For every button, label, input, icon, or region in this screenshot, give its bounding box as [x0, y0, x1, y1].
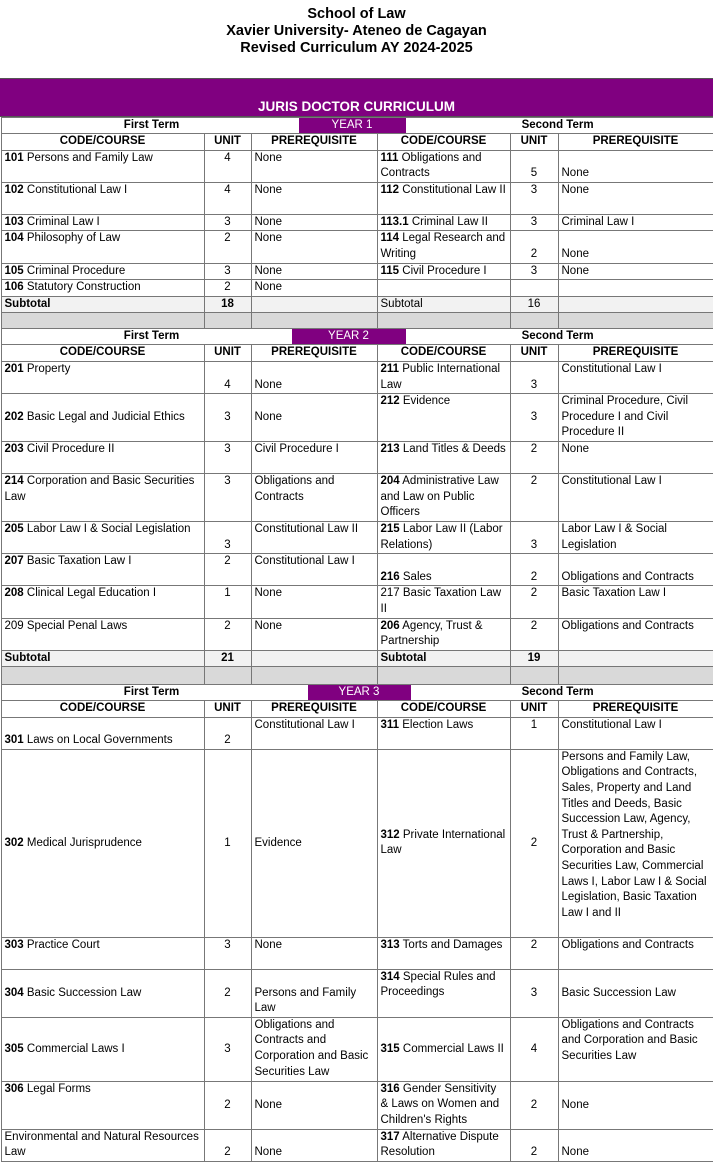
prereq-cell: None [251, 618, 377, 650]
unit-cell: 3 [510, 361, 558, 393]
prereq-cell: Constitutional Law I [251, 554, 377, 586]
unit-cell: 2 [204, 280, 251, 297]
course-name: Public International Law [380, 362, 501, 391]
table-row [1, 717, 713, 749]
table-row [1, 182, 713, 214]
course-name: Legal Research and Writing [380, 232, 506, 260]
course-code: 211 [380, 362, 400, 375]
unit-cell: 2 [204, 1081, 251, 1129]
course-name: Special Rules and Proceedings [380, 970, 496, 999]
prereq-cell: None [251, 182, 377, 214]
unit-cell: 1 [204, 749, 251, 937]
course-code: 304 [4, 986, 24, 999]
course-code: 213 [380, 443, 400, 456]
prereq-cell: Criminal Procedure, Civil Procedure I and Civil Procedure II [558, 394, 713, 442]
banner-title: JURIS DOCTOR CURRICULUM [257, 99, 455, 114]
course-name: Land Titles & Deeds [399, 443, 506, 456]
table-row [1, 214, 713, 231]
course-name: 209 Special Penal Laws [4, 619, 128, 632]
subtotal-label: Subtotal [1, 296, 204, 313]
unit-cell: 4 [204, 182, 251, 214]
prereq-cell: Criminal Law I [558, 214, 713, 231]
table-row [1, 522, 713, 554]
unit-cell: 1 [510, 717, 558, 749]
col-unit-header: UNIT [204, 134, 251, 151]
unit-cell: 3 [510, 969, 558, 1017]
course-name: Gender Sensitivity & Laws on Women and Children's Rights [380, 1082, 500, 1127]
unit-cell: 1 [204, 586, 251, 618]
prereq-cell: Labor Law I & Social Legislation [558, 522, 713, 554]
year2-label: YEAR 2 [292, 329, 406, 344]
year3-label: YEAR 3 [308, 685, 411, 700]
unit-cell: 2 [510, 586, 558, 618]
col-code-header: CODE/COURSE [1, 134, 204, 151]
spacer-row [1, 313, 713, 329]
unit-cell: 3 [204, 937, 251, 969]
course-name: Laws on Local Governments [23, 734, 173, 747]
course-name: Torts and Damages [399, 938, 503, 951]
course-name: Obligations and Contracts [380, 151, 482, 180]
unit-cell: 3 [204, 474, 251, 522]
col-prereq-header: PREREQUISITE [251, 345, 377, 362]
prereq-cell: Obligations and Contracts [558, 618, 713, 650]
course-name: Statutory Construction [23, 281, 141, 294]
table-row [1, 554, 713, 586]
prereq-cell: Persons and Family Law, Obligations and Contracts, Sales, Property and Land Titles and Deeds, Basic Succession Law, Agency, Trust & Partnership, Corporation and Basic Securities Law, Commercial Laws I, Labor Law I & Social Legislation, Basic Taxation Law I and II [558, 749, 713, 937]
prereq-cell: Constitutional Law I [251, 717, 377, 749]
prereq-cell: None [558, 182, 713, 214]
unit-cell: 3 [204, 214, 251, 231]
year3-term-bar [1, 685, 713, 701]
course-code: 306 [4, 1082, 24, 1095]
subtotal-value: 21 [204, 650, 251, 667]
first-term-label: First Term [123, 119, 180, 131]
course-code: 205 [4, 523, 24, 536]
table-row [1, 1017, 713, 1081]
prereq-cell: Obligations and Contracts and Corporation and Basic Securities Law [251, 1017, 377, 1081]
unit-cell: 2 [204, 554, 251, 586]
table-row [1, 150, 713, 182]
course-name: Basic Taxation Law I [23, 555, 132, 568]
unit-cell: 3 [510, 263, 558, 280]
subtotal-label: Subtotal [377, 296, 510, 313]
course-code: 216 [380, 570, 400, 583]
table-row [1, 263, 713, 280]
course-name: Criminal Procedure [23, 264, 126, 277]
table-row [1, 474, 713, 522]
prereq-cell: None [251, 1081, 377, 1129]
unit-cell: 2 [510, 554, 558, 586]
spacer-row [1, 667, 713, 685]
course-name: Constitutional Law II [399, 183, 506, 196]
col-prereq-header: PREREQUISITE [251, 701, 377, 718]
course-code: 212 [380, 395, 400, 408]
course-code: 313 [380, 938, 400, 951]
table-row [1, 442, 713, 474]
subtotal-value: 19 [510, 650, 558, 667]
course-name: Environmental and Natural Resources Law [4, 1130, 199, 1159]
course-code: 312 [380, 828, 400, 841]
table-row [1, 280, 713, 297]
unit-cell: 2 [204, 1129, 251, 1161]
course-code: 114 [380, 232, 400, 245]
table-row [1, 618, 713, 650]
prereq-cell: None [558, 1081, 713, 1129]
col-unit-header: UNIT [204, 345, 251, 362]
second-term-label: Second Term [521, 119, 594, 131]
col-code-header: CODE/COURSE [377, 134, 510, 151]
course-code: 112 [380, 183, 400, 196]
course-name: Labor Law II (Labor Relations) [380, 523, 503, 551]
year1-term-bar [1, 118, 713, 134]
course-code: 203 [4, 443, 24, 456]
prereq-cell: Basic Succession Law [558, 969, 713, 1017]
col-prereq-header: PREREQUISITE [558, 345, 713, 362]
course-name: 217 Basic Taxation Law II [380, 587, 502, 615]
col-prereq-header: PREREQUISITE [558, 134, 713, 151]
course-name: Clinical Legal Education I [23, 587, 157, 600]
course-name: Alternative Dispute Resolution [380, 1130, 499, 1159]
year2-subtotal-row [1, 650, 713, 667]
prereq-cell: None [251, 394, 377, 442]
course-code: 214 [4, 475, 24, 488]
unit-cell: 3 [204, 442, 251, 474]
prereq-cell: None [251, 280, 377, 297]
prereq-cell: Basic Taxation Law I [558, 586, 713, 618]
unit-cell: 4 [204, 361, 251, 393]
prereq-cell: None [558, 231, 713, 263]
prereq-cell: None [558, 263, 713, 280]
prereq-cell: None [251, 263, 377, 280]
table-row [1, 1081, 713, 1129]
unit-cell: 2 [204, 231, 251, 263]
table-row [1, 749, 713, 937]
table-row [1, 361, 713, 393]
col-code-header: CODE/COURSE [1, 345, 204, 362]
course-code: 207 [4, 555, 24, 568]
course-name: Labor Law I & Social Legislation [23, 523, 191, 536]
course-name: Commercial Laws I [23, 1042, 125, 1055]
course-name: Private International Law [380, 828, 506, 857]
course-code: 101 [4, 151, 24, 164]
table-row [1, 969, 713, 1017]
year1-column-headers [1, 134, 713, 151]
unit-cell: 2 [510, 1081, 558, 1129]
first-term-label: First Term [123, 686, 180, 699]
course-code: 106 [4, 281, 24, 294]
course-code: 315 [380, 1042, 400, 1055]
unit-cell: 2 [204, 717, 251, 749]
col-unit-header: UNIT [510, 345, 558, 362]
prereq-cell: Obligations and Contracts and Corporation and Basic Securities Law [558, 1017, 713, 1081]
prereq-cell: Constitutional Law I [558, 717, 713, 749]
table-row [1, 937, 713, 969]
prereq-cell: Persons and Family Law [251, 969, 377, 1017]
col-prereq-header: PREREQUISITE [251, 134, 377, 151]
course-code: 215 [380, 523, 400, 536]
unit-cell: 3 [510, 522, 558, 554]
course-name: Civil Procedure I [399, 264, 487, 277]
unit-cell: 3 [204, 263, 251, 280]
year1-subtotal-row [1, 296, 713, 313]
prereq-cell: None [251, 937, 377, 969]
course-name: Agency, Trust & Partnership [380, 619, 483, 648]
col-prereq-header: PREREQUISITE [558, 701, 713, 718]
course-code: 206 [380, 619, 400, 632]
course-code: 305 [4, 1042, 24, 1055]
course-code: 317 [380, 1130, 400, 1143]
year2-column-headers [1, 345, 713, 362]
prereq-cell: None [251, 361, 377, 393]
subtotal-label: Subtotal [1, 650, 204, 667]
course-code: 115 [380, 264, 400, 277]
prereq-cell: Obligations and Contracts [558, 937, 713, 969]
unit-cell: 3 [510, 394, 558, 442]
curriculum-title: Revised Curriculum AY 2024-2025 [240, 40, 473, 56]
unit-cell: 4 [510, 1017, 558, 1081]
prereq-cell: Constitutional Law II [251, 522, 377, 554]
course-name: Administrative Law and Law on Public Officers [380, 475, 499, 519]
course-code: 105 [4, 264, 24, 277]
unit-cell: 3 [510, 214, 558, 231]
prereq-cell: Civil Procedure I [251, 442, 377, 474]
course-code: 102 [4, 183, 24, 196]
prereq-cell: None [558, 1129, 713, 1161]
prereq-cell: Obligations and Contracts [251, 474, 377, 522]
course-code: 314 [380, 970, 400, 983]
prereq-cell: Constitutional Law I [558, 361, 713, 393]
unit-cell: 2 [510, 749, 558, 937]
unit-cell: 3 [204, 394, 251, 442]
course-name: Corporation and Basic Securities Law [4, 475, 195, 503]
course-code: 204 [380, 475, 400, 488]
col-unit-header: UNIT [510, 134, 558, 151]
course-name: Persons and Family Law [23, 151, 153, 164]
unit-cell: 3 [204, 522, 251, 554]
course-name: Constitutional Law I [23, 183, 128, 196]
course-name: Criminal Law I [23, 215, 100, 228]
unit-cell: 2 [510, 1129, 558, 1161]
first-term-label: First Term [123, 330, 180, 343]
prereq-cell: Obligations and Contracts [558, 554, 713, 586]
subtotal-value: 18 [204, 296, 251, 313]
course-name: Legal Forms [23, 1082, 91, 1095]
course-name: Medical Jurisprudence [23, 836, 142, 849]
prereq-cell: Evidence [251, 749, 377, 937]
unit-cell: 3 [510, 182, 558, 214]
course-name: Basic Legal and Judicial Ethics [23, 410, 185, 423]
unit-cell: 5 [510, 150, 558, 182]
course-name: Commercial Laws II [399, 1042, 504, 1055]
prereq-cell: None [251, 586, 377, 618]
course-code: 301 [4, 734, 24, 747]
prereq-cell: None [251, 231, 377, 263]
course-code: 113.1 [380, 215, 409, 228]
table-row [1, 1129, 713, 1161]
unit-cell: 2 [510, 474, 558, 522]
prereq-cell: None [558, 150, 713, 182]
year1-label: YEAR 1 [299, 118, 406, 133]
course-code: 111 [380, 151, 399, 164]
course-name: Election Laws [399, 718, 474, 731]
year2-term-bar [1, 329, 713, 345]
unit-cell: 2 [204, 969, 251, 1017]
course-code: 103 [4, 215, 24, 228]
course-name: Practice Court [23, 938, 100, 951]
subtotal-label: Subtotal [377, 650, 510, 667]
unit-cell: 4 [204, 150, 251, 182]
course-code: 311 [380, 718, 400, 731]
course-code: 302 [4, 836, 24, 849]
unit-cell: 2 [510, 231, 558, 263]
unit-cell: 2 [510, 937, 558, 969]
col-code-header: CODE/COURSE [377, 701, 510, 718]
unit-cell: 3 [204, 1017, 251, 1081]
course-name: Basic Succession Law [23, 986, 142, 999]
table-row [1, 586, 713, 618]
course-name: Evidence [399, 395, 451, 408]
curriculum-banner [0, 78, 713, 117]
curriculum-table [1, 117, 713, 1162]
col-code-header: CODE/COURSE [1, 701, 204, 718]
col-unit-header: UNIT [204, 701, 251, 718]
second-term-label: Second Term [521, 330, 594, 343]
prereq-cell: None [251, 214, 377, 231]
course-code: 316 [380, 1082, 400, 1095]
course-code: 208 [4, 587, 24, 600]
document-header [0, 0, 713, 58]
university-name: Xavier University- Ateneo de Cagayan [226, 23, 487, 39]
unit-cell: 2 [204, 618, 251, 650]
year3-column-headers [1, 701, 713, 718]
unit-cell: 2 [510, 442, 558, 474]
course-name: Property [23, 362, 71, 375]
second-term-label: Second Term [521, 686, 594, 699]
course-code: 202 [4, 410, 24, 423]
table-row [1, 394, 713, 442]
col-code-header: CODE/COURSE [377, 345, 510, 362]
prereq-cell: None [251, 1129, 377, 1161]
course-name: Sales [399, 570, 432, 583]
unit-cell: 2 [510, 618, 558, 650]
prereq-cell: Constitutional Law I [558, 474, 713, 522]
course-name: Criminal Law II [408, 215, 488, 228]
course-code: 104 [4, 232, 24, 245]
school-name: School of Law [307, 6, 406, 22]
course-code: 201 [4, 362, 24, 375]
subtotal-value: 16 [510, 296, 558, 313]
prereq-cell: None [251, 150, 377, 182]
course-name: Philosophy of Law [23, 232, 121, 245]
table-row [1, 231, 713, 263]
course-name: Civil Procedure II [23, 443, 115, 456]
prereq-cell: None [558, 442, 713, 474]
course-code: 303 [4, 938, 24, 951]
col-unit-header: UNIT [510, 701, 558, 718]
